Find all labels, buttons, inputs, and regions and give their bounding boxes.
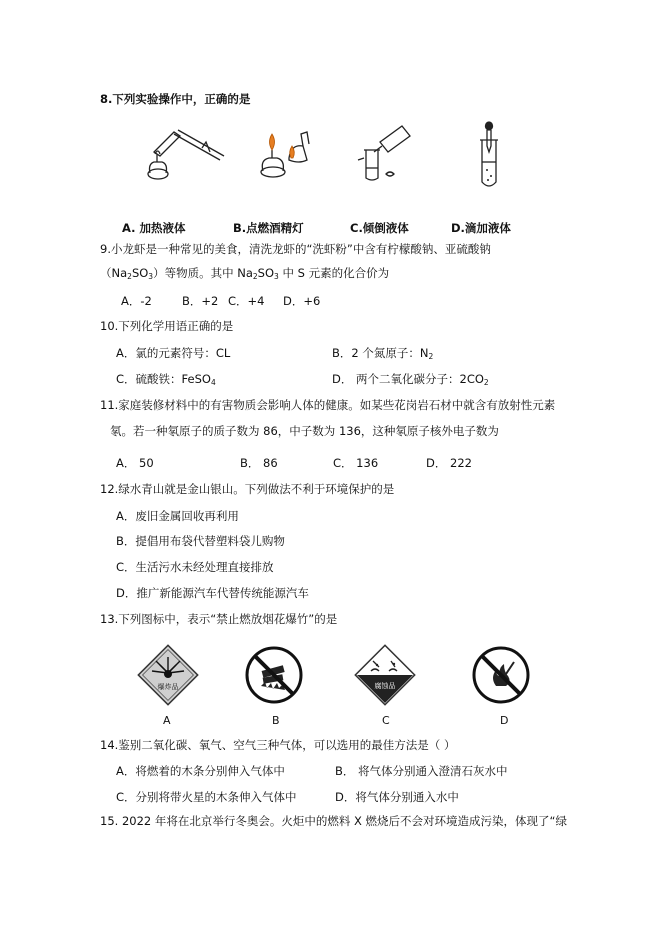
sign-a-text: 爆炸品	[157, 683, 179, 691]
q8-option-d: D.滴加液体	[451, 221, 511, 235]
q12-option-a: A．废旧金属回收再利用	[116, 509, 239, 523]
sign-c-corrosive	[353, 643, 417, 707]
sign-d-label: D	[500, 714, 509, 727]
q14-option-b: B． 将气体分别通入澄清石灰水中	[335, 764, 508, 778]
q12-option-b: B．提倡用布袋代替塑料袋儿购物	[116, 534, 285, 548]
q8-image-c-pouring-liquid	[352, 120, 414, 184]
q8-image-d-dropping-liquid	[474, 120, 504, 190]
sign-b-no-fireworks	[245, 646, 303, 704]
q8-option-b: B.点燃酒精灯	[233, 221, 304, 235]
q10-option-a: A．氯的元素符号：CL	[116, 346, 231, 360]
q11-option-c: C． 136	[333, 456, 379, 470]
q8-stem: 8.下列实验操作中，正确的是	[100, 92, 251, 106]
q9-line2: $(Na_2SO_3)$等物质。其中 $Na_2SO_3$ 中 S 元素的化合价为	[100, 266, 390, 281]
q10-option-b: B．2 个氮原子：$N_2$	[332, 346, 434, 361]
q14-option-d: D．将气体分别通入水中	[335, 790, 459, 804]
q12-option-c: C．生活污水未经处理直接排放	[116, 560, 274, 574]
q9-option-a: A．-2	[121, 294, 152, 308]
q10-option-d: D． 两个二氧化碳分子：$2CO_2$	[332, 372, 489, 387]
q8-option-c: C.倾倒液体	[350, 221, 409, 235]
sign-c-text: 腐蚀品	[374, 682, 396, 690]
q14-option-c: C．分别将带火星的木条伸入气体中	[116, 790, 297, 804]
q8-option-a: A. 加热液体	[122, 221, 186, 235]
q10-stem: 10.下列化学用语正确的是	[100, 319, 234, 333]
sign-b-label: B	[272, 714, 280, 727]
q11-option-a: A． 50	[116, 456, 154, 470]
sign-c-label: C	[382, 714, 390, 727]
q13-stem: 13.下列图标中，表示“禁止燃放烟花爆竹”的是	[100, 612, 338, 626]
sign-a-explosive	[136, 643, 200, 707]
q11-line1: 11.家庭装修材料中的有害物质会影响人体的健康。如某些花岗岩石材中就含有放射性元素	[100, 398, 556, 412]
q11-option-d: D． 222	[426, 456, 472, 470]
sign-d-no-open-flame	[472, 646, 530, 704]
q12-stem: 12.绿水青山就是金山银山。下列做法不利于环境保护的是	[100, 482, 395, 496]
q8-image-a-heating-liquid	[140, 118, 230, 186]
q12-option-d: D．推广新能源汽车代替传统能源汽车	[116, 586, 309, 600]
q11-option-b: B． 86	[240, 456, 278, 470]
q10-option-c: C．硫酸铁：FeSO$_4$	[116, 372, 216, 387]
q9-option-d: D．+6	[283, 294, 321, 308]
q9-option-b: B．+2	[182, 294, 219, 308]
q9-line1: 9.小龙虾是一种常见的美食，清洗龙虾的“洗虾粉”中含有柠檬酸钠、亚硫酸钠	[100, 242, 491, 256]
q15-line1: 15. 2022 年将在北京举行冬奥会。火炬中的燃料 X 燃烧后不会对环境造成污染，体现了“绿	[100, 814, 568, 828]
q14-option-a: A．将燃着的木条分别伸入气体中	[116, 764, 285, 778]
sign-a-label: A	[163, 714, 171, 727]
q11-line2: 氡。若一种氡原子的质子数为 86，中子数为 136，这种氡原子核外电子数为	[110, 424, 499, 438]
q8-image-b-lighting-lamp	[255, 124, 315, 182]
q14-stem: 14.鉴别二氧化碳、氧气、空气三种气体，可以选用的最佳方法是（ ）	[100, 738, 456, 752]
q9-option-c: C．+4	[228, 294, 265, 308]
